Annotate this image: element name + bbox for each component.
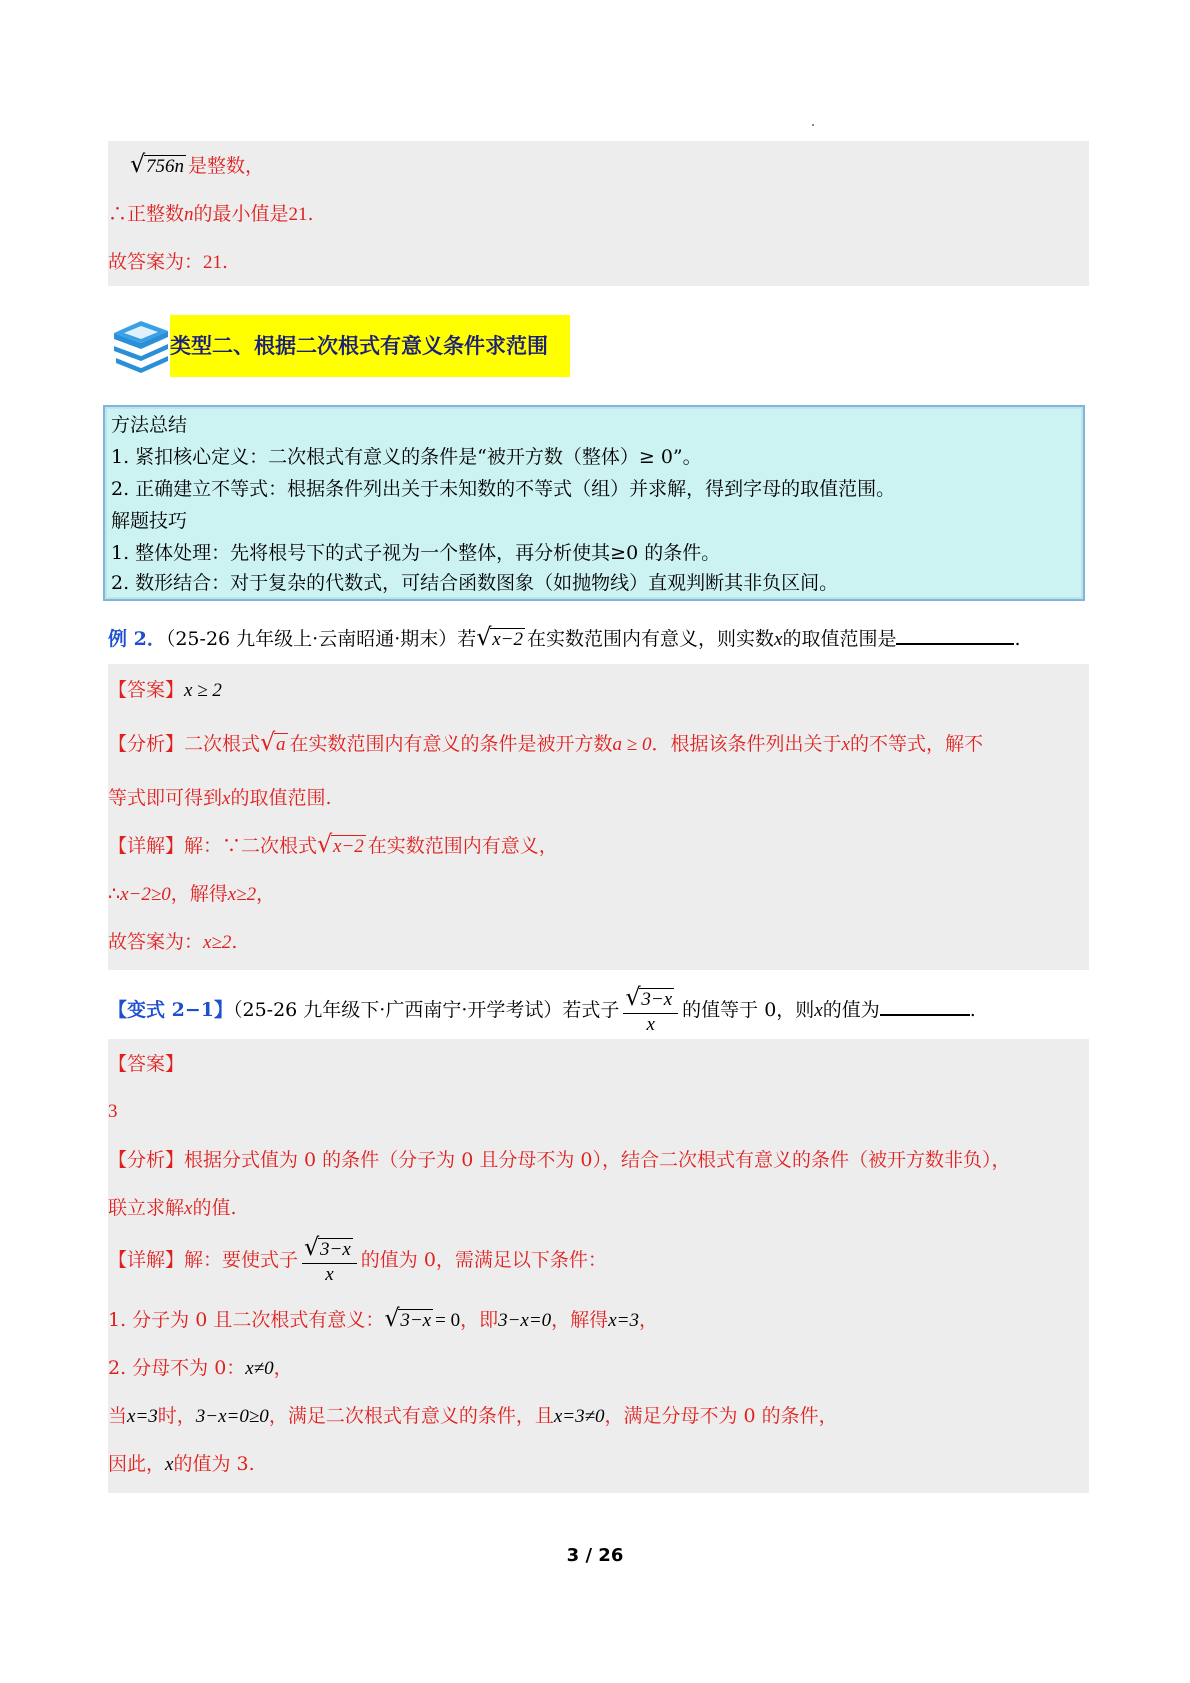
top-line-1: √ 756n 是整数， xyxy=(130,153,264,180)
sqrt-756n: √ 756n xyxy=(130,154,186,180)
method-item-2: 2. 正确建立不等式：根据条件列出关于未知数的不等式（组）并求解，得到字母的取值范围。 xyxy=(111,478,896,500)
variant-analysis: 【分析】根据分式值为 0 的条件（分子为 0 且分母不为 0），结合二次根式有意义的条件（被开方数非负）， xyxy=(108,1149,1011,1171)
sqrt-3-minus-x: √ 3−x xyxy=(384,1308,433,1334)
variant-condition-2: 2. 分母不为 0：x≠0， xyxy=(108,1357,293,1379)
page-dot xyxy=(812,124,814,126)
sqrt-x-minus-2-detail: √ x−2 xyxy=(317,834,366,860)
variant-conclusion: 因此，x的值为 3. xyxy=(108,1453,255,1475)
example2-step: ∴x−2≥0，解得x≥2， xyxy=(108,883,276,905)
sqrt-x-minus-2: √ x−2 xyxy=(476,627,525,653)
example2-answer: 【答案】x ≥ 2 xyxy=(108,679,222,701)
example2-final: 故答案为：x≥2. xyxy=(108,931,238,953)
variant-answer-value: 3 xyxy=(108,1101,118,1122)
example2-detail: 【详解】解：∵二次根式√ x−2 在实数范围内有意义， xyxy=(108,833,558,860)
answer-blank xyxy=(896,623,1014,645)
variant2-1-question: 【变式 2−1】（25-26 九年级下·广西南宁·开学考试）若式子 √ $\frac{3-x}{x}$ 的值等于 0，则x的值为 . xyxy=(108,982,976,1039)
page-number: 3 / 26 xyxy=(566,1545,624,1566)
answer-blank-variant xyxy=(880,994,970,1016)
example2-solution-block xyxy=(108,664,1089,970)
fraction-detail: √ $\frac{3-x}{x}$ xyxy=(302,1237,357,1286)
tips-heading: 解题技巧 xyxy=(111,510,188,532)
tips-item-1: 1. 整体处理：先将根号下的式子视为一个整体，再分析使其≥0 的条件。 xyxy=(111,542,721,564)
variant-detail: 【详解】解：要使式子 √ $\frac{3-x}{x}$ 的值为 0，需满足以下条件： xyxy=(108,1232,607,1288)
example2-analysis: 【分析】二次根式√ a 在实数范围内有意义的条件是被开方数a ≥ 0．根据该条件列出关于x的不等式，解不 xyxy=(108,731,983,758)
method-heading: 方法总结 xyxy=(111,414,188,436)
top-line-2: ∴正整数n的最小值是21. xyxy=(108,203,314,225)
sqrt-a: √ a xyxy=(260,732,288,758)
example2-question: 例 2．（25-26 九年级上·云南昭通·期末）若√ x−2 在实数范围内有意义，则实数x的取值范围是 . xyxy=(108,623,1021,653)
variant-analysis-line2: 联立求解x的值. xyxy=(108,1197,237,1219)
variant-answer-label: 【答案】 xyxy=(108,1053,185,1075)
variant-check: 当x=3时，3−x=0≥0，满足二次根式有意义的条件，且x=3≠0，满足分母不为 0 的条件， xyxy=(108,1405,838,1427)
top-line-3: 故答案为：21. xyxy=(108,251,229,273)
fraction-sqrt-3-minus-x-over-x: √ $\frac{3-x}{x}$ xyxy=(623,987,678,1036)
tips-item-2: 2. 数形结合：对于复杂的代数式，可结合函数图象（如抛物线）直观判断其非负区间。 xyxy=(111,572,839,594)
method-summary-box xyxy=(103,405,1085,601)
stacked-books-icon xyxy=(110,315,172,373)
section-title: 类型二、根据二次根式有意义条件求范围 xyxy=(170,315,570,377)
variant-condition-1: 1. 分子为 0 且二次根式有意义：√ 3−x = 0，即3−x=0，解得x=3， xyxy=(108,1307,658,1334)
example2-analysis-line2: 等式即可得到x的取值范围. xyxy=(108,787,332,809)
method-item-1: 1. 紧扣核心定义：二次根式有意义的条件是“被开方数（整体）≥ 0”。 xyxy=(111,446,702,468)
